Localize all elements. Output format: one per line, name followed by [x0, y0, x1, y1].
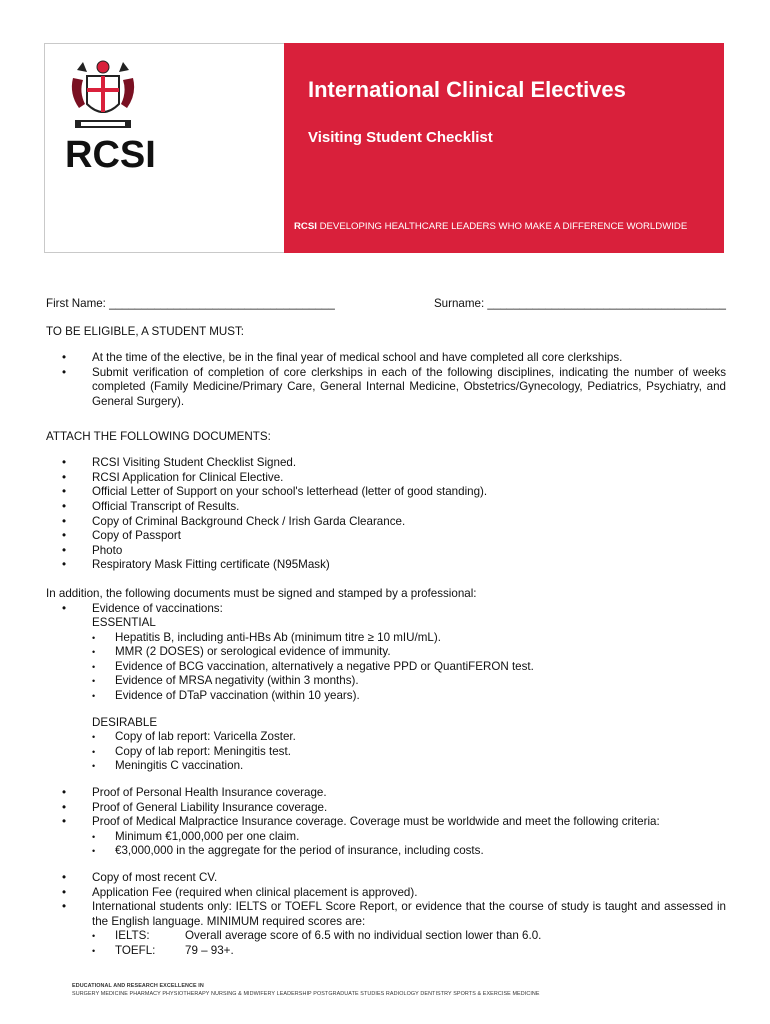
list-item: • Meningitis C vaccination.: [92, 759, 726, 774]
name-fields: [46, 297, 726, 312]
tagline: [294, 221, 687, 232]
desirable-label: DESIRABLE: [92, 715, 158, 729]
other-list: [46, 871, 726, 959]
list-item: • Official Transcript of Results.: [46, 500, 726, 515]
tagline-text: DEVELOPING HEALTHCARE LEADERS WHO MAKE A DIFFERENCE WORLDWIDE: [319, 221, 688, 232]
list-item: • Copy of lab report: Meningitis test.: [92, 745, 726, 760]
tagline-brand: RCSI: [294, 221, 317, 232]
list-item: • MMR (2 DOSES) or serological evidence of immunity.: [92, 645, 726, 660]
crest-icon: [67, 58, 139, 134]
eligibility-list: [46, 351, 726, 409]
list-item: [46, 815, 726, 859]
list-item: • Application Fee (required when clinical placement is approved).: [46, 886, 726, 901]
title-panel: [284, 43, 724, 253]
score-list: [92, 929, 726, 958]
list-item: • Copy of Passport: [46, 529, 726, 544]
score-value: 79 – 93+.: [185, 943, 234, 957]
list-item: • Submit verification of completion of core clerkships in each of the following disciplines, indicating the number of weeks completed (Family Medicine/Primary Care, General Internal Medicine, Obstetrics/Gynecology, Pediatrics, Psychiatry, and General Surgery).: [46, 366, 726, 410]
list-item: • Copy of lab report: Varicella Zoster.: [92, 730, 726, 745]
list-item: • Evidence of MRSA negativity (within 3 months).: [92, 674, 726, 689]
checklist-body: [46, 297, 726, 959]
list-item: [46, 900, 726, 958]
score-label: IELTS:: [115, 929, 150, 943]
language-text: • International students only: IELTS or TOEFL Score Report, or evidence that the course of study is taught and assessed in the English language. MINIMUM required scores are:: [92, 900, 726, 928]
list-item: • Respiratory Mask Fitting certificate (N95Mask): [46, 558, 726, 573]
surname-field[interactable]: Surname: _____________________________________: [433, 297, 726, 310]
list-item: • Evidence of BCG vaccination, alternatively a negative PPD or QuantiFERON test.: [92, 660, 726, 675]
list-item: • Copy of most recent CV.: [46, 871, 726, 886]
list-item: • Photo: [46, 544, 726, 559]
vaccination-list: [46, 602, 726, 775]
score-value: Overall average score of 6.5 with no individual section lower than 6.0.: [185, 929, 542, 943]
list-item: • Proof of Personal Health Insurance coverage.: [46, 786, 726, 801]
footer-line-1: EDUCATIONAL AND RESEARCH EXCELLENCE IN: [72, 983, 204, 989]
list-item: • Proof of General Liability Insurance coverage.: [46, 801, 726, 816]
vaccinations-label: • Evidence of vaccinations:: [92, 601, 223, 615]
list-item: • Hepatitis B, including anti-HBs Ab (minimum titre ≥ 10 mIU/mL).: [92, 631, 726, 646]
list-item: • At the time of the elective, be in the final year of medical school and have completed all core clerkships.: [46, 351, 726, 366]
list-item: [92, 929, 726, 944]
logo-panel: [44, 43, 284, 253]
insurance-list: [46, 786, 726, 859]
list-item: • RCSI Visiting Student Checklist Signed.: [46, 456, 726, 471]
insurance-criteria: [92, 830, 726, 859]
desirable-list: [92, 730, 726, 774]
footer: [72, 982, 540, 998]
page-subtitle: Visiting Student Checklist: [308, 129, 493, 146]
first-name-field[interactable]: First Name: ___________________________________: [46, 297, 335, 310]
eligibility-heading: TO BE ELIGIBLE, A STUDENT MUST:: [46, 324, 245, 338]
footer-line-2: SURGERY MEDICINE PHARMACY PHYSIOTHERAPY NURSING & MIDWIFERY LEADERSHIP POSTGRADUATE STUDIES RADIOLOGY DENTISTRY SPORTS & EXERCISE MEDICINE: [72, 991, 540, 997]
list-item: • Evidence of DTaP vaccination (within 10 years).: [92, 689, 726, 704]
documents-list: [46, 456, 726, 573]
list-item: • Copy of Criminal Background Check / Irish Garda Clearance.: [46, 515, 726, 530]
malpractice-text: • Proof of Medical Malpractice Insurance coverage. Coverage must be worldwide and meet the following criteria:: [92, 815, 660, 829]
list-item: • Minimum €1,000,000 per one claim.: [92, 830, 726, 845]
list-item: [46, 602, 726, 775]
page-title: International Clinical Electives: [308, 77, 626, 102]
essential-label: ESSENTIAL: [92, 616, 156, 630]
list-item: • Official Letter of Support on your school's letterhead (letter of good standing).: [46, 485, 726, 500]
list-item: • RCSI Application for Clinical Elective.: [46, 471, 726, 486]
logo-wordmark: RCSI: [65, 134, 156, 176]
professional-intro: In addition, the following documents must be signed and stamped by a professional:: [46, 586, 477, 600]
header-banner: [44, 43, 724, 253]
list-item: • €3,000,000 in the aggregate for the period of insurance, including costs.: [92, 844, 726, 859]
documents-heading: ATTACH THE FOLLOWING DOCUMENTS:: [46, 429, 271, 443]
essential-list: [92, 631, 726, 704]
list-item: [92, 944, 726, 959]
score-label: TOEFL:: [115, 943, 156, 957]
